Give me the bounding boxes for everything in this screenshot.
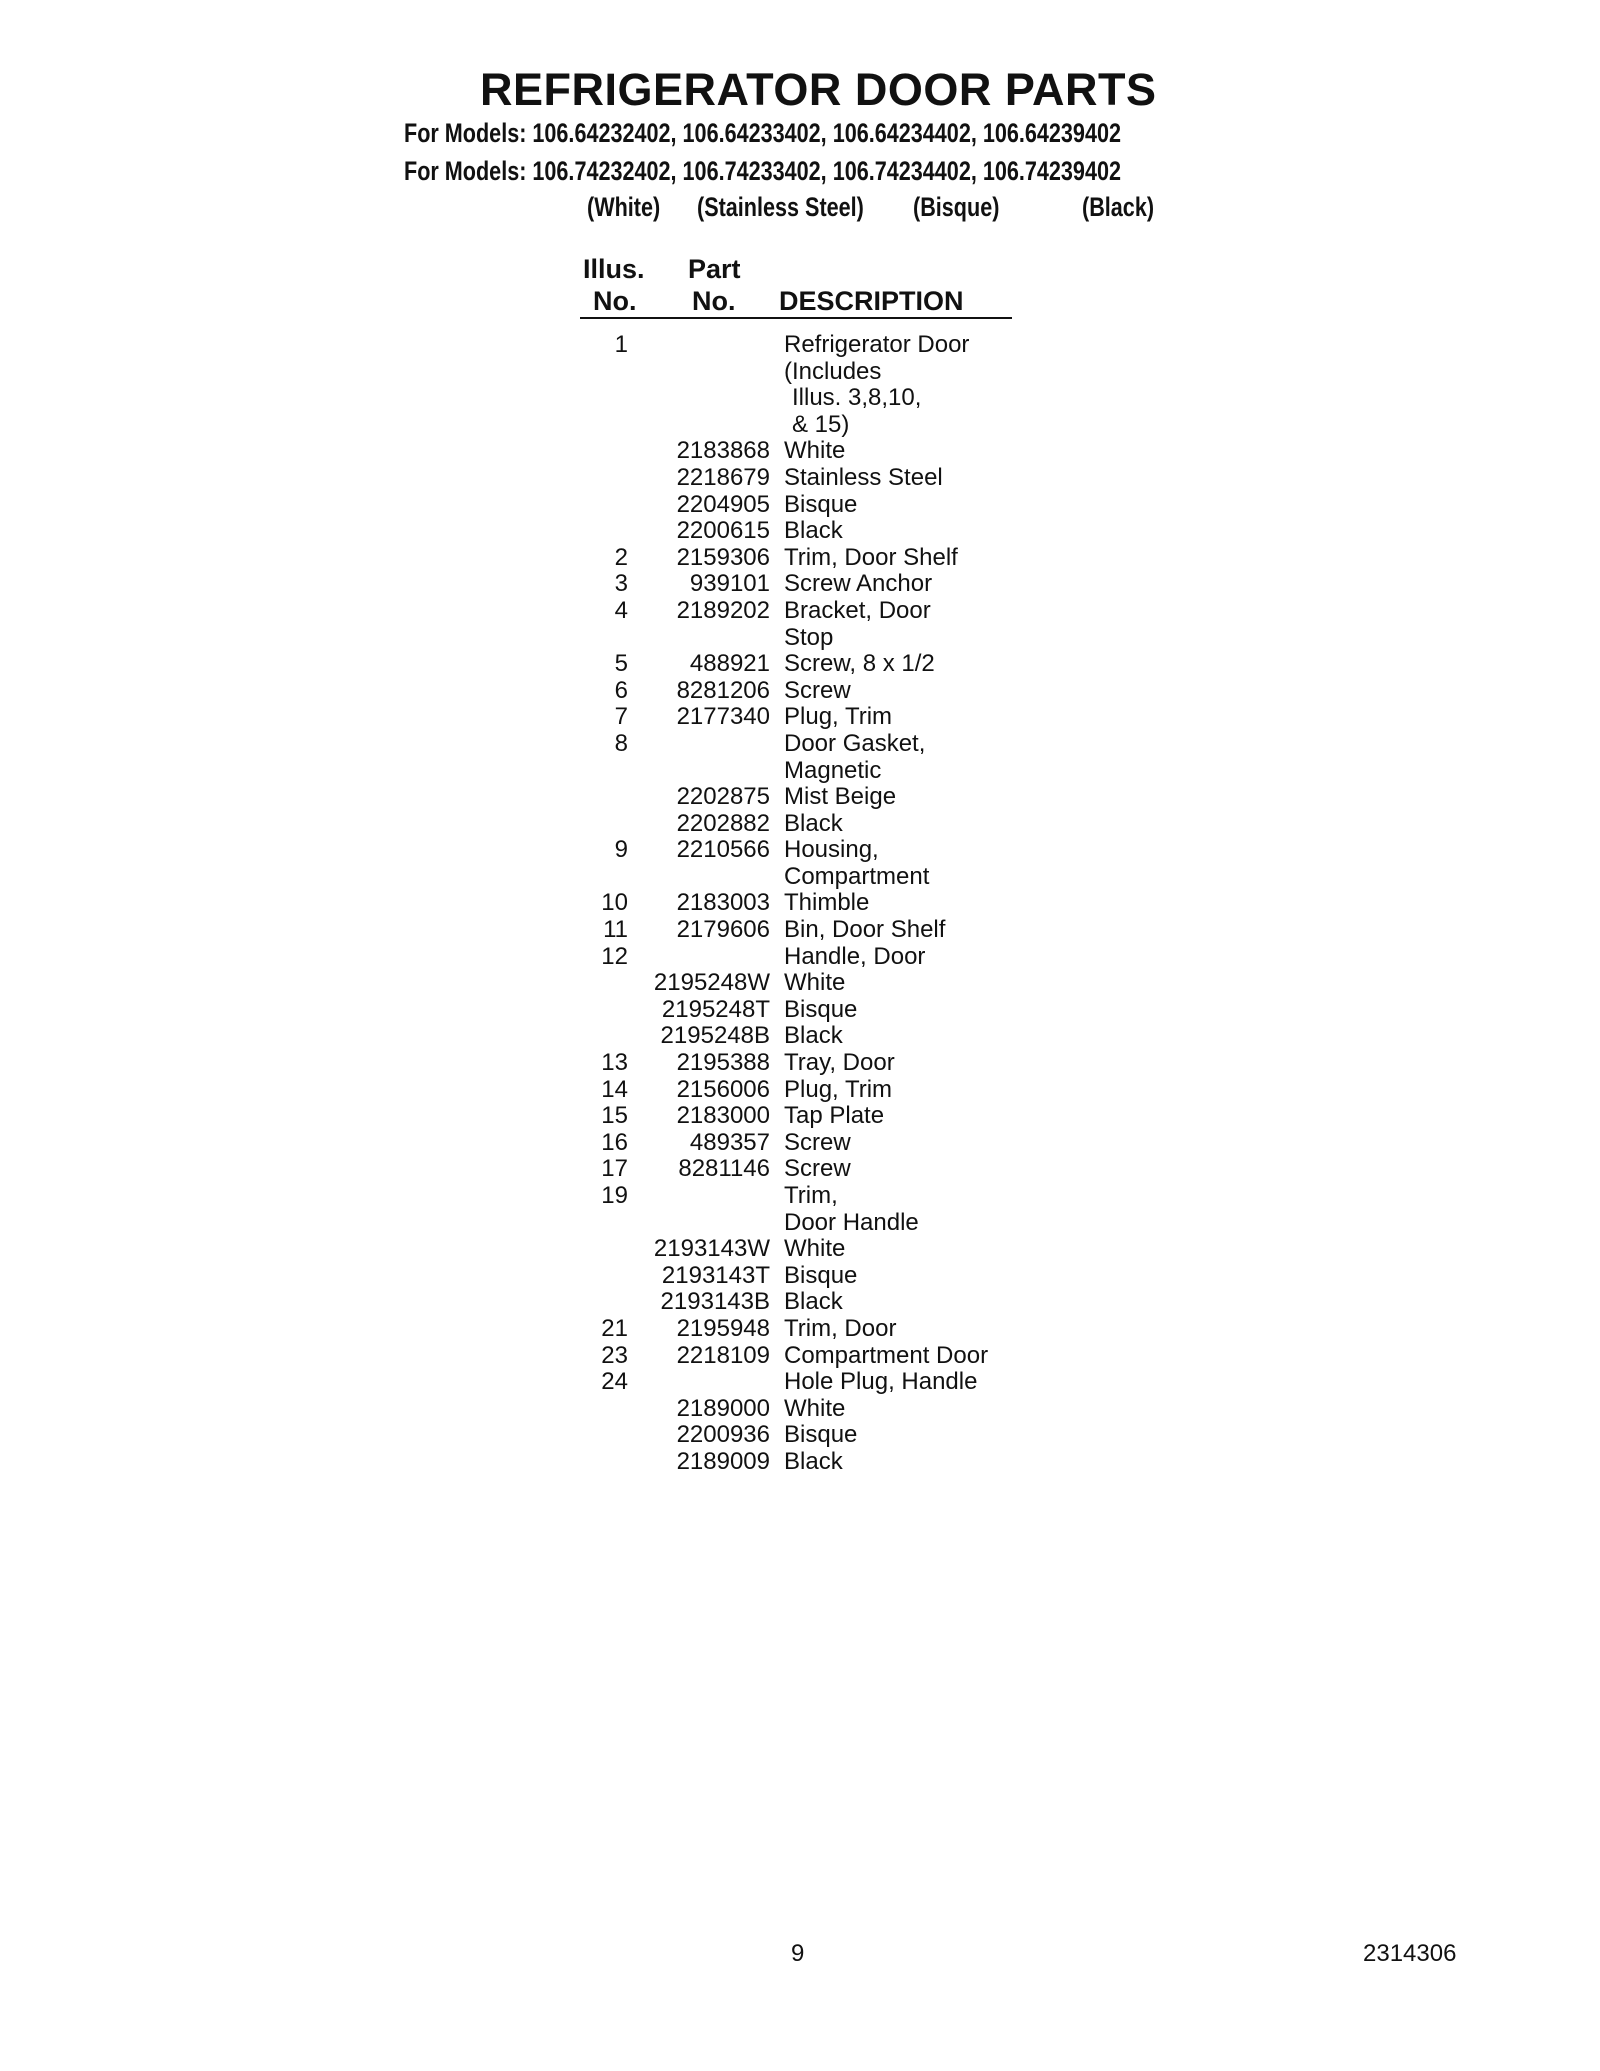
part-number: 8281146 [678, 1155, 770, 1183]
part-number: 2204905 [676, 490, 770, 518]
part-description: Tray, Door [784, 1049, 895, 1077]
table-row [0, 704, 1600, 731]
illus-number: 14 [601, 1075, 628, 1103]
part-description: Stainless Steel [784, 463, 943, 491]
part-description: Bisque [784, 995, 858, 1023]
part-number: 2193143W [653, 1235, 770, 1263]
part-number: 2195388 [676, 1049, 770, 1077]
page-number: 9 [791, 1940, 805, 1967]
color-label-stainless-steel: (Stainless Steel) [697, 192, 864, 222]
part-description: Compartment Door [784, 1341, 989, 1369]
part-number: 2189009 [676, 1447, 770, 1475]
illus-number: 10 [601, 889, 628, 917]
illus-number: 9 [614, 836, 628, 864]
part-number: 2193143B [660, 1288, 770, 1316]
table-row [0, 837, 1600, 864]
illus-number: 6 [614, 676, 628, 704]
table-row [0, 1130, 1600, 1157]
table-row [0, 492, 1600, 519]
part-description: Compartment [784, 862, 930, 890]
part-description: Screw [784, 1155, 851, 1183]
document-number: 2314306 [1363, 1940, 1457, 1967]
table-row [0, 1369, 1600, 1396]
part-description: Magnetic [784, 756, 882, 784]
illus-number: 24 [601, 1368, 628, 1396]
color-label-white: (White) [587, 192, 661, 222]
part-number: 2193143T [661, 1261, 770, 1289]
table-row [0, 545, 1600, 572]
models-line-1: For Models: 106.64232402, 106.64233402, 106.64234402, 106.64239402 [404, 118, 1121, 148]
table-row [0, 1449, 1600, 1476]
header-illus-bottom: No. [593, 286, 637, 316]
table-row [0, 385, 1600, 412]
part-number: 2195948 [676, 1314, 770, 1342]
table-row [0, 1422, 1600, 1449]
table-row [0, 412, 1600, 439]
part-description: Black [784, 809, 843, 837]
table-row [0, 970, 1600, 997]
header-rule [580, 317, 1012, 319]
part-number: 2183003 [676, 889, 770, 917]
part-number: 2177340 [676, 703, 770, 731]
illus-number: 7 [614, 703, 628, 731]
part-description: Screw Anchor [784, 570, 933, 598]
illus-number: 5 [614, 650, 628, 678]
table-row [0, 1236, 1600, 1263]
part-description: Housing, [784, 836, 879, 864]
illus-number: 11 [603, 916, 628, 944]
part-description: Screw, 8 x 1/2 [784, 650, 935, 678]
part-description: Trim, Door [784, 1314, 897, 1342]
table-row [0, 997, 1600, 1024]
models-line-2: For Models: 106.74232402, 106.74233402, 106.74234402, 106.74239402 [404, 156, 1121, 186]
part-description: Trim, Door Shelf [784, 543, 958, 571]
part-number: 2202882 [676, 809, 770, 837]
table-row [0, 917, 1600, 944]
part-description: Illus. 3,8,10, [792, 384, 922, 412]
part-description: Refrigerator Door [784, 331, 970, 358]
table-row [0, 678, 1600, 705]
part-description: Plug, Trim [784, 703, 893, 731]
part-description: White [784, 437, 846, 465]
header-illus-top: Illus. [583, 254, 645, 284]
header-description: DESCRIPTION [779, 286, 964, 316]
part-number: 8281206 [676, 676, 770, 704]
part-number: 2195248T [661, 995, 770, 1023]
parts-table [0, 332, 1600, 1476]
part-description: Trim, [784, 1182, 838, 1209]
part-description: Hole Plug, Handle [784, 1368, 978, 1396]
part-number: 2195248B [660, 1022, 770, 1050]
part-description: Bisque [784, 1421, 858, 1449]
color-label-black: (Black) [1082, 192, 1155, 222]
part-description: Black [784, 517, 843, 545]
part-description: Screw [784, 1128, 851, 1156]
table-row [0, 438, 1600, 465]
table-row [0, 864, 1600, 891]
illus-number: 13 [601, 1049, 628, 1077]
page-title: REFRIGERATOR DOOR PARTS [480, 64, 1157, 115]
part-number: 488921 [689, 650, 770, 678]
part-description: Black [784, 1022, 843, 1050]
table-row [0, 465, 1600, 492]
table-row [0, 1103, 1600, 1130]
color-label-bisque: (Bisque) [913, 192, 1000, 222]
part-description: Stop [784, 623, 834, 651]
part-number: 2210566 [676, 836, 770, 864]
part-description: White [784, 1235, 846, 1263]
table-row [0, 1343, 1600, 1370]
part-description: Screw [784, 676, 851, 704]
table-row [0, 1023, 1600, 1050]
part-description: Tap Plate [784, 1102, 885, 1130]
illus-number: 12 [601, 942, 628, 970]
table-row [0, 1050, 1600, 1077]
table-row [0, 784, 1600, 811]
table-row [0, 1263, 1600, 1290]
part-description: Black [784, 1288, 843, 1316]
illus-number: 2 [614, 543, 628, 571]
illus-number: 21 [601, 1314, 628, 1342]
part-number: 2183000 [676, 1102, 770, 1130]
part-number: 2200615 [676, 517, 770, 545]
illus-number: 4 [614, 596, 628, 624]
table-row [0, 571, 1600, 598]
part-description: Bisque [784, 1261, 858, 1289]
part-number: 2218679 [676, 463, 770, 491]
table-row [0, 1316, 1600, 1343]
part-number: 2159306 [676, 543, 770, 571]
part-description: Mist Beige [784, 783, 897, 811]
header-part-bottom: No. [692, 286, 736, 316]
illus-number: 1 [614, 331, 628, 358]
part-number: 489357 [689, 1128, 770, 1156]
part-description: Plug, Trim [784, 1075, 893, 1103]
part-number: 2179606 [676, 916, 770, 944]
table-row [0, 1077, 1600, 1104]
part-number: 2156006 [676, 1075, 770, 1103]
table-row [0, 731, 1600, 758]
table-row [0, 598, 1600, 625]
part-description: Bin, Door Shelf [784, 916, 946, 944]
part-number: 2189202 [676, 596, 770, 624]
illus-number: 16 [601, 1128, 628, 1156]
part-number: 2195248W [653, 969, 770, 997]
part-number: 2200936 [676, 1421, 770, 1449]
table-row [0, 651, 1600, 678]
part-description: White [784, 969, 846, 997]
illus-number: 15 [601, 1102, 628, 1130]
table-row [0, 359, 1600, 386]
part-number: 2202875 [676, 783, 770, 811]
table-row [0, 625, 1600, 652]
table-row [0, 1156, 1600, 1183]
table-row [0, 758, 1600, 785]
part-description: Black [784, 1447, 843, 1475]
illus-number: 17 [601, 1155, 628, 1183]
table-row [0, 811, 1600, 838]
part-description: Thimble [784, 889, 870, 917]
part-description: (Includes [784, 357, 882, 385]
table-row [0, 890, 1600, 917]
part-number: 939101 [689, 570, 770, 598]
part-description: & 15) [792, 410, 850, 438]
illus-number: 19 [601, 1182, 628, 1209]
table-row [0, 1183, 1600, 1210]
illus-number: 3 [614, 570, 628, 598]
table-row [0, 1396, 1600, 1423]
part-description: Door Handle [784, 1208, 919, 1236]
part-number: 2218109 [676, 1341, 770, 1369]
header-part-top: Part [688, 254, 741, 284]
table-row [0, 1289, 1600, 1316]
illus-number: 23 [601, 1341, 628, 1369]
part-number: 2189000 [676, 1394, 770, 1422]
table-row [0, 332, 1600, 359]
part-number: 2183868 [676, 437, 770, 465]
part-description: Door Gasket, [784, 729, 926, 757]
part-description: Handle, Door [784, 942, 926, 970]
part-description: Bisque [784, 490, 858, 518]
table-row [0, 518, 1600, 545]
part-description: White [784, 1394, 846, 1422]
table-row [0, 1210, 1600, 1237]
illus-number: 8 [614, 729, 628, 757]
table-row [0, 944, 1600, 971]
part-description: Bracket, Door [784, 596, 931, 624]
